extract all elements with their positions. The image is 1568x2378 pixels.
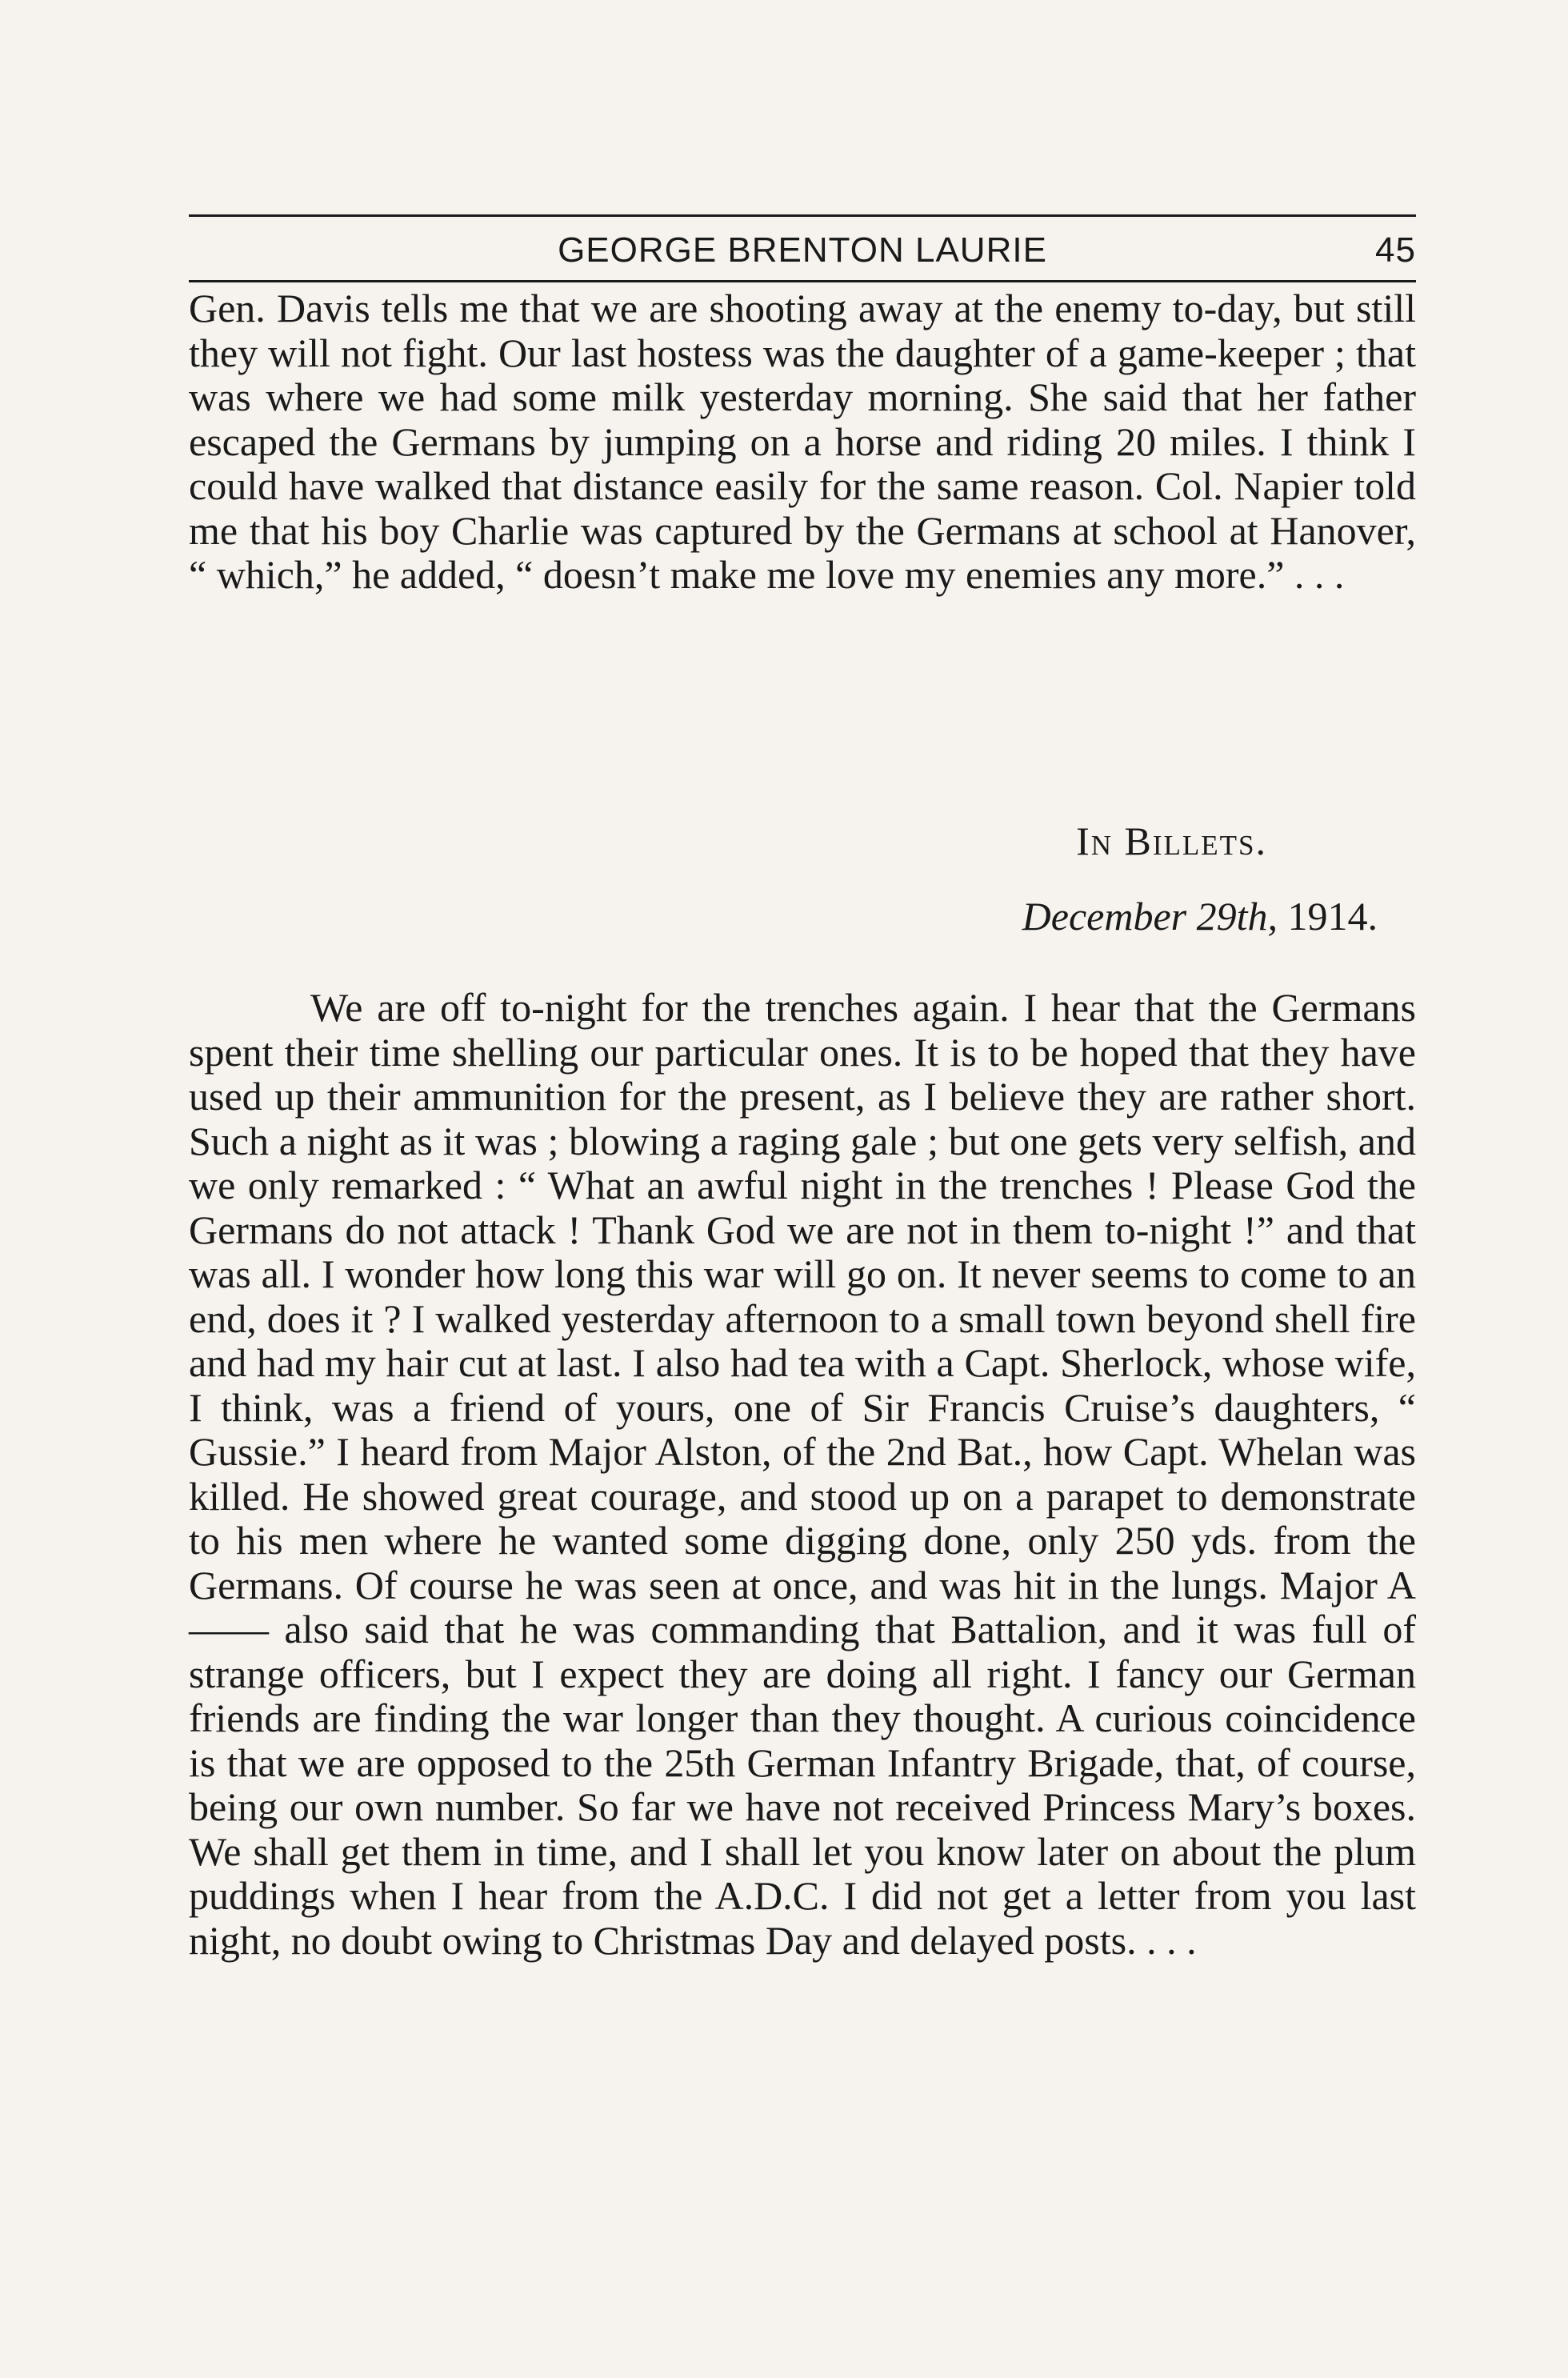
running-title: GEORGE BRENTON LAURIE [558,230,1047,270]
running-head [189,222,1416,278]
paragraph-2: We are off to-night for the trenches again. I hear that the Germans spent their time shelling our particular ones. It is to be hoped that they have used up their ammunition for the present, as I believe they are rather short. Such a night as it was ; blowing a raging gale ; but one gets very selfish, and we only remarked : “ What an awful night in the trenches ! Please God the Germans do not attack ! Thank God we are not in them to-night !” and that was all. I wonder how long this war will go on. It never seems to come to an end, does it ? I walked yesterday afternoon to a small town beyond shell fire and had my hair cut at last. I also had tea with a Capt. Sherlock, whose wife, I think, was a friend of yours, one of Sir Francis Cruise’s daughters, “ Gussie.” I heard from Major Alston, of the 2nd Bat., how Capt. Whelan was killed. He showed great courage, and stood up on a parapet to demonstrate to his men where he wanted some digging done, only 250 yds. from the Germans. Of course he was seen at once, and was hit in the lungs. Major A—— also said that he was commanding that Battalion, and it was full of strange officers, but I expect they are doing all right. I fancy our German friends are finding the war longer than they thought. A curious coincidence is that we are opposed to the 25th German Infantry Brigade, that, of course, being our own number. So far we have not received Princess Mary’s boxes. We shall get them in time, and I shall let you know later on about the plum puddings when I hear from the A.D.C. I did not get a letter from you last night, no doubt owing to Christmas Day and delayed posts. . . . [189,985,1416,1963]
page-number: 45 [1375,230,1416,270]
date-line [189,888,1416,944]
date-italic: December 29th, [1022,894,1278,939]
header-rule-top [189,214,1416,217]
date-year: 1914. [1278,894,1378,939]
header-rule-bottom [189,280,1416,282]
paragraph-1: Gen. Davis tells me that we are shooting away at the enemy to-day, but still they will not fight. Our last hostess was the daughter of a game-keeper ; that was where we had some milk yesterday morning. She said that her father escaped the Germans by jumping on a horse and riding 20 miles. I think I could have walked that distance easily for the same reason. Col. Napier told me that his boy Charlie was captured by the Germans at school at Hanover, “ which,” he added, “ doesn’t make me love my enemies any more.” . . . [189,286,1416,597]
section-heading: In Billets. [1076,819,1267,863]
